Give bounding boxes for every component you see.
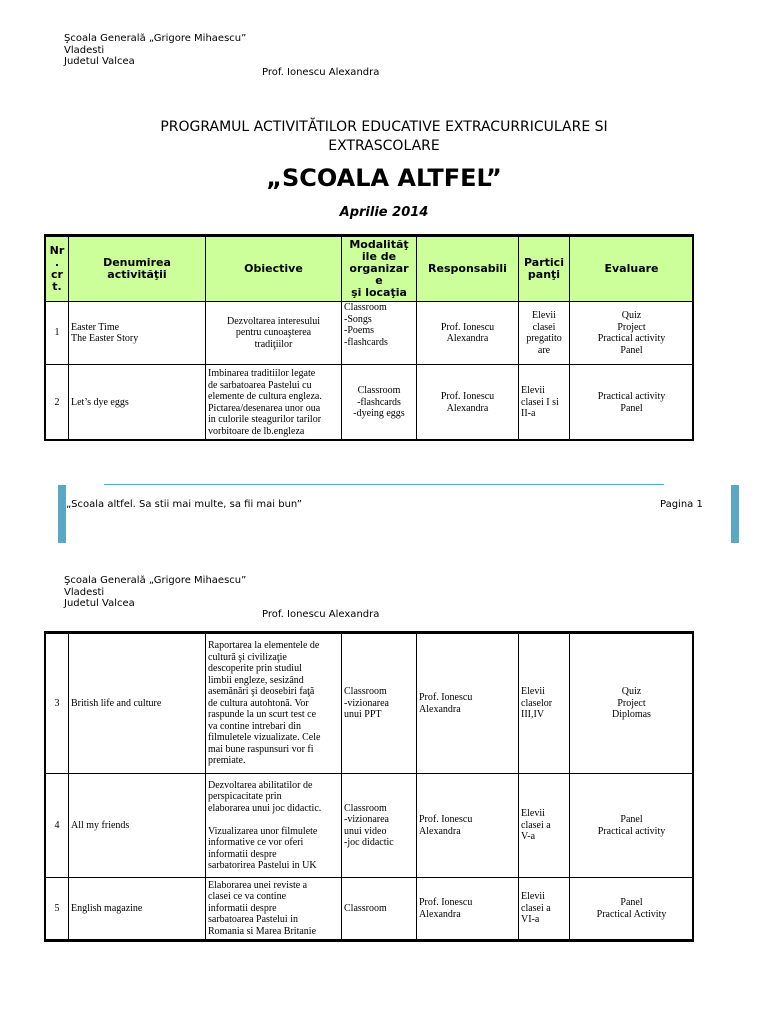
text-line: . bbox=[54, 256, 60, 269]
activity-objectives bbox=[206, 634, 342, 774]
town-name: Vladesti bbox=[64, 44, 105, 56]
text-line: Nr bbox=[49, 244, 65, 257]
text-line: Elevii bbox=[532, 310, 556, 321]
text-line: tradiţiilor bbox=[254, 338, 293, 350]
text-line: Project bbox=[617, 697, 646, 709]
text-line: pregatito bbox=[526, 333, 562, 344]
activity-evaluation bbox=[570, 302, 694, 365]
activity-evaluation bbox=[570, 634, 694, 774]
teacher-name: Prof. Ionescu Alexandra bbox=[262, 67, 380, 78]
text-line: -Poems bbox=[344, 325, 374, 336]
text-line: Practical activity bbox=[597, 333, 666, 344]
text-line: filmuletele vizualizate. Cele bbox=[208, 732, 321, 744]
row-nr: 4 bbox=[46, 774, 69, 878]
text-line: Panel bbox=[620, 402, 643, 414]
footer-bar-left bbox=[58, 485, 66, 543]
text-line: asemănări şi deosebiri faţă bbox=[208, 686, 315, 698]
text-line: informatii despre bbox=[208, 848, 277, 860]
text-line: -vizionarea bbox=[344, 814, 389, 825]
text-line: unui video bbox=[344, 825, 387, 837]
text-line: Dezvoltarea abilitatilor de bbox=[208, 779, 313, 791]
text-line: limbii engleze, sesizând bbox=[208, 674, 304, 686]
activity-modalities bbox=[342, 774, 417, 878]
header-obiective bbox=[206, 237, 342, 302]
activities-table bbox=[45, 236, 694, 441]
row-nr: 5 bbox=[46, 878, 69, 940]
activity-responsible bbox=[417, 302, 519, 365]
activity-objectives bbox=[206, 878, 342, 940]
document-date: Aprilie 2014 bbox=[339, 205, 429, 220]
text-line: Alexandra bbox=[419, 908, 461, 920]
text-line: elemente de cultura engleza. bbox=[208, 391, 322, 402]
text-line: raspunde la un scurt test ce bbox=[208, 709, 317, 721]
text-line: Classroom bbox=[344, 686, 387, 698]
footer-motto: „Scoala altfel. Sa stii mai multe, sa fii mai bun” bbox=[66, 499, 302, 510]
text-line: Prof. Ionescu bbox=[419, 814, 473, 825]
text-line: pentru cunoaşterea bbox=[235, 327, 312, 339]
activity-evaluation bbox=[570, 774, 694, 878]
text-line: British life and culture bbox=[71, 697, 162, 709]
activity-responsible bbox=[417, 774, 519, 878]
row-nr: 1 bbox=[46, 302, 69, 365]
activity-objectives bbox=[206, 302, 342, 365]
text-line: perspicacitate prin bbox=[208, 791, 282, 802]
school-name: Şcoala Generală „Grigore Mihaescu” bbox=[64, 575, 247, 586]
county-name: Judetul Valcea bbox=[64, 56, 135, 67]
text-line: Practical activity bbox=[597, 825, 666, 837]
text-line: Classroom bbox=[344, 302, 387, 313]
text-line: Elevii bbox=[521, 385, 545, 397]
text-line: clasei a bbox=[521, 902, 551, 914]
footer-bar-right bbox=[731, 485, 739, 543]
text-line: cr bbox=[51, 268, 63, 281]
text-line: Project bbox=[617, 321, 646, 333]
text-line: organizar bbox=[349, 262, 409, 275]
text-line: sarbatorirea Pastelui in UK bbox=[208, 860, 317, 871]
text-line: Elaborarea unei reviste a bbox=[208, 879, 308, 891]
main-title: „SCOALA ALTFEL” bbox=[266, 164, 502, 192]
activity-modalities bbox=[342, 878, 417, 940]
text-line: de cultura autohtonă. Vor bbox=[208, 697, 309, 709]
activity-responsible bbox=[417, 878, 519, 940]
text-line: Panel bbox=[620, 897, 643, 908]
activity-objectives bbox=[206, 774, 342, 878]
text-line: -joc didactic bbox=[344, 837, 394, 848]
text-line: Responsabili bbox=[428, 262, 507, 275]
text-line: clasei bbox=[532, 321, 556, 333]
text-line: cultură şi civilizaţie bbox=[208, 651, 287, 663]
text-line: VI-a bbox=[521, 914, 540, 926]
text-line: panţi bbox=[527, 268, 561, 281]
text-line: Raportarea la elementele de bbox=[208, 640, 320, 652]
activity-modalities bbox=[342, 365, 417, 441]
text-line: Alexandra bbox=[446, 333, 489, 344]
text-line: Panel bbox=[620, 814, 643, 825]
text-line: Evaluare bbox=[604, 262, 659, 275]
table-row bbox=[46, 365, 694, 441]
text-line: Imbinarea traditiilor legate bbox=[208, 368, 316, 379]
table-row bbox=[46, 774, 694, 878]
row-nr: 3 bbox=[46, 634, 69, 774]
text-line: Vizualizarea unor filmulete bbox=[208, 825, 318, 837]
activity-responsible bbox=[417, 365, 519, 441]
text-line: English magazine bbox=[71, 902, 143, 914]
text-line: are bbox=[537, 344, 551, 356]
text-line: clasei a bbox=[521, 819, 551, 831]
text-line: activităţii bbox=[107, 268, 167, 281]
text-line: Prof. Ionescu bbox=[440, 321, 495, 333]
activity-name bbox=[69, 365, 206, 441]
header-modalitati bbox=[342, 237, 417, 302]
text-line: Alexandra bbox=[446, 402, 489, 414]
text-line: V-a bbox=[521, 831, 536, 843]
text-line: Practical activity bbox=[597, 391, 666, 402]
activity-responsible bbox=[417, 634, 519, 774]
text-line: Practical Activity bbox=[596, 908, 667, 920]
activity-modalities bbox=[342, 634, 417, 774]
text-line: ile de bbox=[361, 250, 397, 263]
document-title bbox=[0, 118, 768, 156]
footer-divider bbox=[104, 484, 664, 485]
text-line: de sarbatoarea Pastelui cu bbox=[208, 379, 312, 391]
text-line: Diplomas bbox=[612, 709, 651, 721]
page-number: Pagina 1 bbox=[660, 499, 703, 510]
text-line: Quiz bbox=[621, 310, 642, 321]
text-line: Alexandra bbox=[419, 703, 461, 715]
text-line: clasei ce va contine bbox=[208, 891, 287, 903]
text-line: elaborarea unui joc didactic. bbox=[208, 802, 322, 814]
activity-participants bbox=[519, 365, 570, 441]
title-line-1: PROGRAMUL ACTIVITĂTILOR EDUCATIVE EXTRACURRICULARE SI bbox=[160, 119, 608, 135]
activity-evaluation bbox=[570, 878, 694, 940]
table-row bbox=[46, 634, 694, 774]
text-line: informatii despre bbox=[208, 902, 277, 914]
header-evaluare bbox=[570, 237, 694, 302]
text-line: premiate. bbox=[208, 755, 246, 767]
text-line: Romania si Marea Britanie bbox=[208, 925, 317, 937]
text-line: descoperite prin studiul bbox=[208, 663, 302, 675]
teacher-name: Prof. Ionescu Alexandra bbox=[262, 609, 380, 620]
text-line: Dezvoltarea interesului bbox=[226, 315, 320, 327]
header-responsabili bbox=[417, 237, 519, 302]
table-row bbox=[46, 302, 694, 365]
activity-participants bbox=[519, 774, 570, 878]
activity-evaluation bbox=[570, 365, 694, 441]
header-nr bbox=[46, 237, 69, 302]
town-name: Vladesti bbox=[64, 586, 105, 598]
text-line: Let’s dye eggs bbox=[71, 396, 129, 408]
text-line: in culorile steagurilor tarilor bbox=[208, 414, 322, 425]
activity-name bbox=[69, 302, 206, 365]
text-line: Elevii bbox=[521, 808, 545, 820]
activity-name bbox=[69, 774, 206, 878]
title-line-2: EXTRASCOLARE bbox=[328, 138, 440, 154]
table-header-row bbox=[46, 237, 694, 302]
text-line: t. bbox=[52, 280, 62, 293]
activities-table-continued bbox=[45, 633, 694, 940]
text-line: va contine intrebari din bbox=[208, 720, 302, 732]
text-line: Modalităţ bbox=[349, 238, 409, 251]
text-line: Easter Time bbox=[71, 321, 120, 333]
activity-participants bbox=[519, 878, 570, 940]
text-line: informative ce vor oferi bbox=[208, 837, 304, 848]
text-line: All my friends bbox=[71, 819, 130, 831]
school-header bbox=[64, 575, 246, 610]
text-line: şi locaţia bbox=[351, 286, 407, 299]
row-nr: 2 bbox=[46, 365, 69, 441]
text-line: Pictarea/desenarea unor oua bbox=[208, 402, 321, 414]
text-line: Alexandra bbox=[419, 825, 461, 837]
text-line: clasei I si bbox=[521, 396, 559, 408]
header-denumirea bbox=[69, 237, 206, 302]
text-line: claselor bbox=[521, 697, 553, 709]
text-line: vorbitoare de lb.engleza bbox=[208, 425, 305, 437]
text-line: III,IV bbox=[521, 709, 545, 721]
table-row bbox=[46, 878, 694, 940]
text-line: Prof. Ionescu bbox=[419, 897, 473, 908]
text-line: -vizionarea bbox=[344, 697, 389, 709]
text-line: -flashcards bbox=[357, 396, 401, 408]
text-line: The Easter Story bbox=[71, 333, 139, 344]
text-line: Classroom bbox=[344, 902, 387, 914]
activity-participants bbox=[519, 302, 570, 365]
text-line: -flashcards bbox=[344, 336, 388, 348]
text-line: e bbox=[375, 274, 383, 287]
header-participanti bbox=[519, 237, 570, 302]
activity-participants bbox=[519, 634, 570, 774]
school-header bbox=[64, 33, 246, 68]
text-line: Obiective bbox=[244, 262, 303, 275]
text-line: Panel bbox=[620, 344, 643, 356]
activity-modalities bbox=[342, 302, 417, 365]
text-line: Quiz bbox=[621, 686, 642, 698]
text-line: Prof. Ionescu bbox=[440, 391, 495, 402]
text-line: unui PPT bbox=[344, 709, 382, 721]
text-line: Denumirea bbox=[103, 256, 171, 269]
text-line bbox=[208, 814, 339, 826]
text-line: Classroom bbox=[357, 385, 401, 397]
activity-name bbox=[69, 878, 206, 940]
activity-objectives bbox=[206, 365, 342, 441]
activity-name bbox=[69, 634, 206, 774]
text-line: Elevii bbox=[521, 891, 545, 903]
text-line: sarbatoarea Pastelui in bbox=[208, 914, 298, 926]
text-line: Elevii bbox=[521, 686, 545, 698]
text-line: Partici bbox=[524, 256, 564, 269]
text-line: -dyeing eggs bbox=[353, 408, 405, 420]
text-line: mai bune raspunsuri vor fi bbox=[208, 743, 314, 755]
text-line: Classroom bbox=[344, 802, 387, 814]
text-line: -Songs bbox=[344, 313, 372, 325]
school-name: Şcoala Generală „Grigore Mihaescu” bbox=[64, 33, 247, 44]
text-line: II-a bbox=[521, 408, 536, 420]
county-name: Judetul Valcea bbox=[64, 598, 135, 609]
text-line: Prof. Ionescu bbox=[419, 692, 473, 703]
